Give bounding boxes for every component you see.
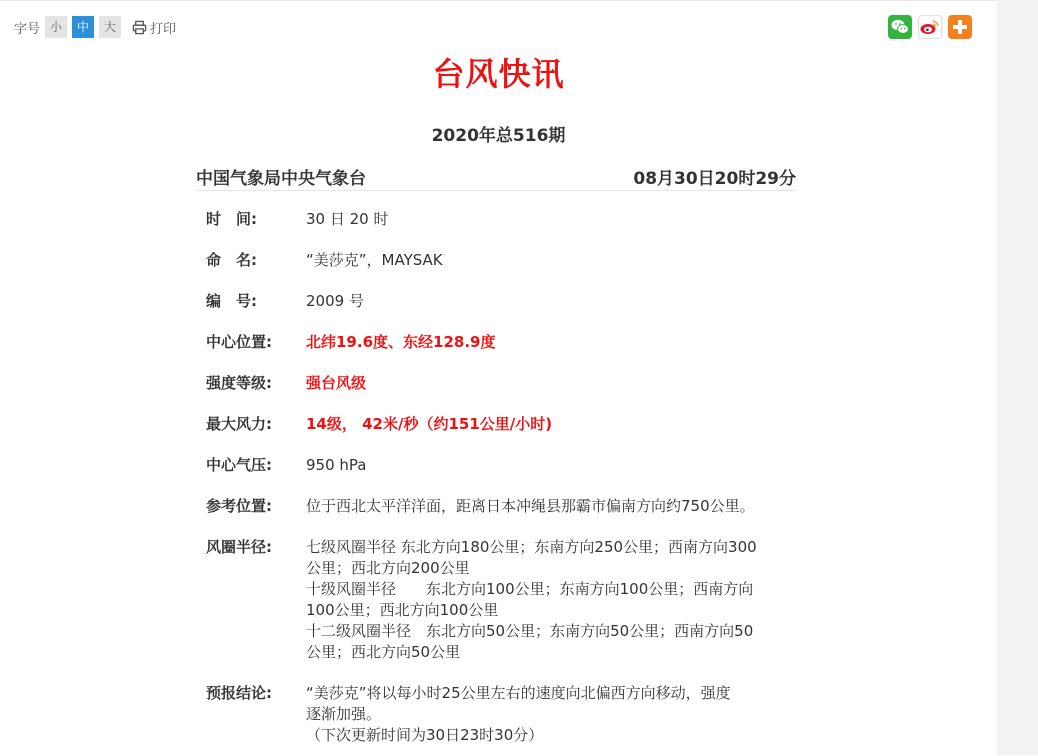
page-title: 台风快讯 — [432, 55, 565, 93]
field-value: 2009 号 — [306, 292, 364, 310]
radius-line: 七级风圈半径 东北方向180公里；东南方向250公里；西南方向300 — [306, 538, 757, 556]
wechat-icon[interactable] — [888, 15, 912, 39]
print-button[interactable] — [132, 18, 176, 37]
field-label: 中心气压: — [206, 456, 272, 474]
field-label: 风圈半径: — [206, 538, 272, 556]
more-share-icon[interactable] — [948, 15, 972, 39]
radius-line: 公里；西北方向50公里 — [306, 643, 461, 661]
weibo-icon[interactable] — [918, 15, 942, 39]
field-label: 中心位置: — [206, 333, 272, 351]
forecast-line: 逐渐加强。 — [306, 705, 382, 723]
agency-name: 中国气象局中央气象台 — [196, 169, 366, 189]
field-label: 预报结论: — [206, 684, 272, 702]
font-small-button[interactable]: 小 — [45, 16, 67, 38]
field-value: “美莎克”，MAYSAK — [306, 251, 443, 269]
issue-time: 08月30日20时29分 — [633, 169, 796, 189]
font-medium-button[interactable]: 中 — [72, 16, 94, 38]
field-label: 最大风力: — [206, 415, 272, 433]
field-label: 编 号: — [206, 292, 257, 310]
share-bar — [882, 15, 972, 39]
byline — [196, 164, 796, 191]
field-value: 30 日 20 时 — [306, 210, 389, 228]
field-value: 14级， 42米/秒（约151公里/小时) — [306, 415, 553, 433]
scrollbar-gutter[interactable] — [997, 0, 1038, 755]
field-value: 950 hPa — [306, 456, 367, 474]
field-value: 强台风级 — [306, 374, 367, 392]
field-label: 强度等级: — [206, 374, 272, 392]
field-label: 参考位置: — [206, 497, 272, 515]
font-size-label: 字号 — [14, 21, 41, 37]
radius-line: 十二级风圈半径 东北方向50公里；东南方向50公里；西南方向50 — [306, 622, 754, 640]
field-value: 北纬19.6度、东经128.9度 — [306, 333, 496, 351]
radius-line: 100公里；西北方向100公里 — [306, 601, 499, 619]
print-label: 打印 — [150, 21, 177, 37]
printer-icon — [132, 20, 147, 35]
field-label: 命 名: — [206, 251, 257, 269]
radius-line: 公里；西北方向200公里 — [306, 559, 470, 577]
issue-number: 2020年总516期 — [431, 126, 566, 146]
field-value: 位于西北太平洋洋面，距离日本冲绳县那霸市偏南方向约750公里。 — [306, 497, 755, 515]
toolbar — [14, 15, 176, 39]
forecast-line: “美莎克”将以每小时25公里左右的速度向北偏西方向移动，强度 — [306, 684, 731, 702]
field-value — [306, 537, 784, 663]
forecast-line: （下次更新时间为30日23时30分） — [306, 726, 544, 744]
font-large-button[interactable]: 大 — [99, 16, 121, 38]
radius-line: 十级风圈半径 东北方向100公里；东南方向100公里；西南方向 — [306, 580, 754, 598]
field-label: 时 间: — [206, 210, 257, 228]
field-value — [306, 683, 784, 746]
